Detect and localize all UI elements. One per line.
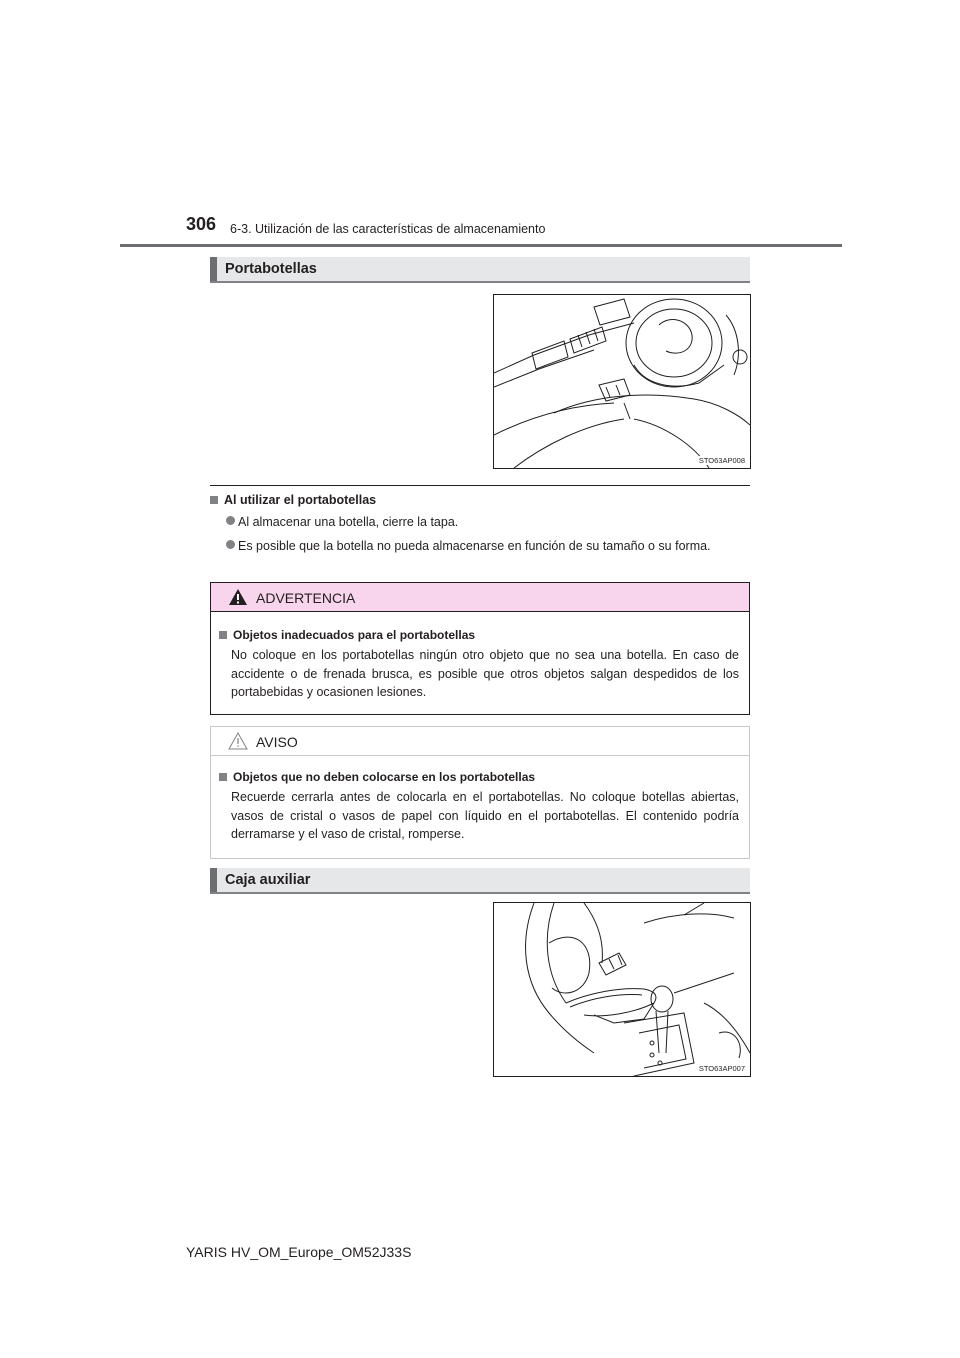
subsection-title-text: Al utilizar el portabotellas	[224, 493, 377, 507]
round-bullet-icon	[226, 540, 235, 549]
bullet-item	[226, 537, 750, 555]
page-number: 306	[186, 214, 217, 234]
warning-title-text: Objetos inadecuados para el portabotellas	[233, 628, 476, 642]
bullet-item	[226, 513, 750, 531]
warning-title	[219, 628, 475, 642]
subsection-title	[210, 493, 376, 507]
section-heading-bar	[210, 868, 217, 892]
auxiliary-box-illustration	[493, 902, 751, 1077]
square-bullet-icon	[219, 631, 227, 639]
warning-label: ADVERTENCIA	[256, 590, 356, 606]
figure-code: STO63AP008	[698, 456, 745, 465]
section-heading-portabotellas	[210, 257, 750, 283]
warning-triangle-icon	[228, 588, 248, 606]
auxiliary-box-drawing	[494, 903, 750, 1076]
square-bullet-icon	[210, 496, 218, 504]
square-bullet-icon	[219, 773, 227, 781]
notice-header	[211, 727, 749, 756]
round-bullet-icon	[226, 516, 235, 525]
notice-title	[219, 770, 535, 784]
notice-label: AVISO	[256, 734, 298, 750]
bullet-text: Es posible que la botella no pueda almacenarse en función de su tamaño o su forma.	[238, 539, 711, 553]
section-heading-label: Caja auxiliar	[225, 872, 311, 888]
notice-body: Recuerde cerrarla antes de colocarla en el portabotellas. No coloque botellas abiertas, vasos de cristal o vasos de papel con líquido en el portabotellas. El contenido podría derramarse y el vaso de cristal, romperse.	[231, 790, 739, 841]
header-rule	[120, 244, 842, 247]
bottle-holder-drawing	[494, 295, 750, 468]
notice-box	[210, 726, 750, 859]
bottle-holder-illustration	[493, 294, 751, 469]
bullet-text: Al almacenar una botella, cierre la tapa.	[238, 515, 459, 529]
section-heading-bar	[210, 257, 217, 281]
section-path: 6-3. Utilización de las características de almacenamiento	[230, 222, 546, 236]
notice-title-text: Objetos que no deben colocarse en los portabotellas	[233, 770, 536, 784]
figure-code: STO63AP007	[698, 1064, 745, 1073]
warning-header	[211, 583, 749, 612]
section-heading-label: Portabotellas	[225, 261, 317, 277]
warning-box	[210, 582, 750, 715]
caution-triangle-icon	[228, 732, 248, 750]
warning-body: No coloque en los portabotellas ningún otro objeto que no sea una botella. En caso de accidente o de frenada brusca, es posible que otros objetos salgan despedidos de los portabebidas y ocasionen lesiones.	[231, 648, 739, 699]
subsection-rule	[210, 485, 750, 486]
section-heading-caja-auxiliar	[210, 868, 750, 894]
document-id: YARIS HV_OM_Europe_OM52J33S	[186, 1244, 412, 1260]
